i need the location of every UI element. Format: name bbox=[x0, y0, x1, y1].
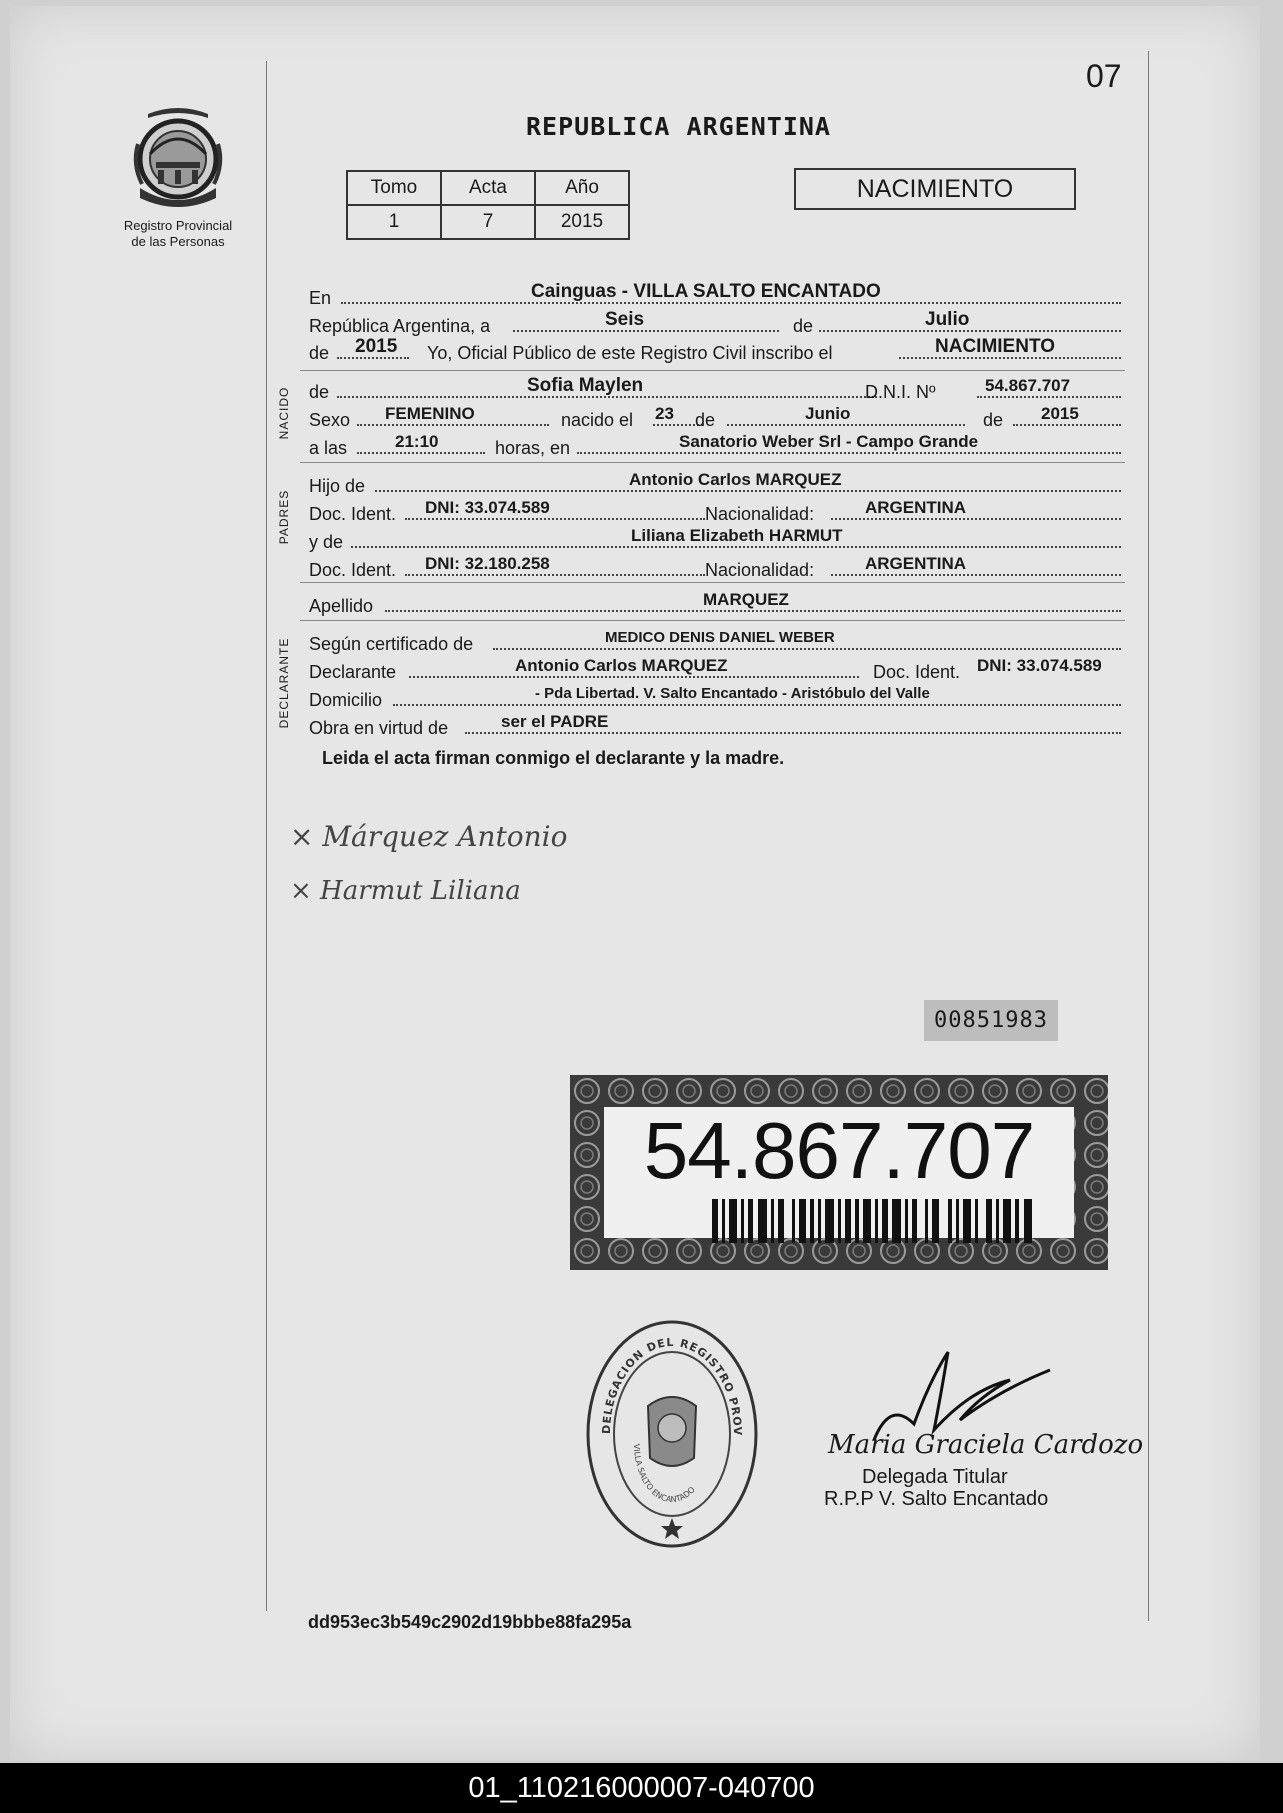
seal-inner-text: VILLA SALTO ENCANTADO bbox=[631, 1443, 697, 1505]
declarante-label: Declarante bbox=[309, 662, 397, 682]
right-margin-line bbox=[1148, 51, 1149, 1621]
birth-day-value: 23 bbox=[655, 404, 674, 423]
doc-label: Doc. Ident. bbox=[873, 662, 961, 682]
dots bbox=[351, 546, 1121, 548]
document-hash: dd953ec3b549c2902d19bbbe88fa295a bbox=[308, 1612, 632, 1632]
dots bbox=[977, 396, 1121, 398]
hora-label: a las bbox=[309, 438, 348, 458]
serial-stamp: 00851983 bbox=[924, 1000, 1058, 1041]
doc-label: Doc. Ident. bbox=[309, 504, 397, 524]
obra-value: ser el PADRE bbox=[501, 712, 609, 731]
yde-label: y de bbox=[309, 532, 344, 552]
dots bbox=[357, 452, 485, 454]
tomo-header: Tomo bbox=[347, 171, 441, 205]
month-value: Julio bbox=[925, 309, 970, 330]
signatory-name: Maria Graciela Cardozo bbox=[828, 1430, 1144, 1460]
registry-logo bbox=[128, 104, 228, 214]
acta-header: Acta bbox=[441, 171, 535, 205]
tomo-acta-table bbox=[346, 170, 630, 240]
nacionalidad-label: Nacionalidad: bbox=[705, 560, 815, 580]
row-doc2 bbox=[309, 550, 1125, 580]
signatory-office: R.P.P V. Salto Encantado bbox=[824, 1488, 1049, 1510]
dots bbox=[405, 518, 705, 520]
registry-name-line1: Registro Provincial bbox=[123, 218, 233, 233]
dni-label: D.N.I. Nº bbox=[865, 382, 936, 402]
dots bbox=[341, 302, 1121, 304]
row-certificado bbox=[309, 624, 1125, 654]
separator bbox=[300, 370, 1125, 371]
certificado-value: MEDICO DENIS DANIEL WEBER bbox=[605, 629, 835, 646]
row-domicilio bbox=[309, 680, 1125, 710]
seal-outer-text: DELEGACION DEL REGISTRO PROV bbox=[599, 1335, 745, 1437]
dots bbox=[831, 574, 1121, 576]
document-title: REPUBLICA ARGENTINA bbox=[526, 112, 831, 141]
de-label: de bbox=[793, 316, 814, 336]
dots bbox=[1013, 424, 1121, 426]
row-year bbox=[309, 333, 1125, 363]
doc-label: Doc. Ident. bbox=[309, 560, 397, 580]
row-apellido bbox=[309, 586, 1125, 616]
tomo-value: 1 bbox=[347, 205, 441, 239]
dni-value: 54.867.707 bbox=[985, 376, 1071, 395]
left-margin-line bbox=[266, 61, 267, 1611]
domicilio-value: - Pda Libertad. V. Salto Encantado - Aristóbulo del Valle bbox=[535, 685, 930, 702]
sexo-label: Sexo bbox=[309, 410, 351, 430]
nacionalidad-label: Nacionalidad: bbox=[705, 504, 815, 524]
dots bbox=[385, 610, 1121, 612]
hora-value: 21:10 bbox=[395, 432, 439, 451]
year-value: 2015 bbox=[355, 336, 398, 357]
obra-label: Obra en virtud de bbox=[309, 718, 449, 738]
father-dni-value: DNI: 33.074.589 bbox=[425, 498, 550, 517]
mother-dni-value: DNI: 32.180.258 bbox=[425, 554, 550, 573]
ano-value: 2015 bbox=[535, 205, 629, 239]
seal-icon bbox=[584, 1318, 760, 1550]
ano-header: Año bbox=[535, 171, 629, 205]
dots bbox=[831, 518, 1121, 520]
official-seal bbox=[584, 1318, 760, 1550]
handwritten-signature-father: × Márquez Antonio bbox=[290, 820, 568, 853]
signatory-title: Delegada Titular bbox=[862, 1466, 1008, 1488]
republica-label: República Argentina, a bbox=[309, 316, 491, 336]
dots bbox=[899, 357, 1121, 359]
separator bbox=[300, 582, 1125, 583]
nacido-label: nacido el bbox=[561, 410, 634, 430]
mother-nationality-value: ARGENTINA bbox=[865, 554, 967, 573]
registry-name-line2: de las Personas bbox=[131, 234, 225, 249]
en-label: En bbox=[309, 288, 332, 308]
page-number: 07 bbox=[1086, 58, 1122, 94]
separator bbox=[300, 462, 1125, 463]
row-republica bbox=[309, 306, 1125, 336]
row-hijo bbox=[309, 466, 1125, 496]
id-number: 54.867.707 bbox=[643, 1106, 1035, 1195]
de-label: de bbox=[309, 343, 330, 363]
declarante-dni-value: DNI: 33.074.589 bbox=[977, 656, 1102, 675]
hijo-label: Hijo de bbox=[309, 476, 366, 496]
day-value: Seis bbox=[605, 309, 645, 330]
dots bbox=[727, 424, 965, 426]
dots bbox=[409, 676, 859, 678]
row-hora bbox=[309, 428, 1125, 458]
de-label: de bbox=[983, 410, 1004, 430]
sexo-value: FEMENINO bbox=[385, 404, 475, 423]
name-value: Sofia Maylen bbox=[527, 375, 644, 396]
inscribe-value: NACIMIENTO bbox=[935, 336, 1055, 357]
birth-year-value: 2015 bbox=[1041, 404, 1079, 423]
act-type-box: NACIMIENTO bbox=[794, 168, 1076, 210]
dots bbox=[577, 452, 1121, 454]
dots bbox=[357, 424, 549, 426]
declarante-value: Antonio Carlos MARQUEZ bbox=[515, 656, 728, 675]
side-label-padres: PADRES bbox=[277, 489, 291, 545]
province-shield-icon bbox=[128, 104, 228, 214]
en-value: Cainguas - VILLA SALTO ENCANTADO bbox=[531, 281, 881, 302]
separator bbox=[300, 620, 1125, 621]
father-nationality-value: ARGENTINA bbox=[865, 498, 967, 517]
dots bbox=[819, 330, 1121, 332]
side-label-nacido: NACIDO bbox=[277, 386, 291, 440]
row-obra bbox=[309, 708, 1125, 738]
registry-name bbox=[108, 218, 248, 250]
dots bbox=[493, 648, 1121, 650]
row-declarante bbox=[309, 652, 1125, 682]
row-doc1 bbox=[309, 494, 1125, 524]
apellido-label: Apellido bbox=[309, 596, 374, 616]
row-en bbox=[309, 278, 1125, 308]
id-label bbox=[570, 1075, 1108, 1270]
dots bbox=[337, 396, 877, 398]
year-text: Yo, Oficial Público de este Registro Civil inscribo el bbox=[427, 343, 833, 363]
handwritten-signature-mother: × Harmut Liliana bbox=[290, 876, 521, 906]
dots bbox=[465, 732, 1121, 734]
dots bbox=[405, 574, 705, 576]
dots bbox=[393, 704, 1121, 706]
apellido-value: MARQUEZ bbox=[703, 590, 789, 609]
certificado-label: Según certificado de bbox=[309, 634, 474, 654]
de-label: de bbox=[695, 410, 716, 430]
label-inner bbox=[604, 1107, 1074, 1238]
mother-name-value: Liliana Elizabeth HARMUT bbox=[631, 526, 843, 545]
father-name-value: Antonio Carlos MARQUEZ bbox=[629, 470, 842, 489]
place-value: Sanatorio Weber Srl - Campo Grande bbox=[679, 432, 979, 451]
birth-month-value: Junio bbox=[805, 404, 851, 423]
de-label: de bbox=[309, 382, 330, 402]
dots bbox=[375, 490, 1121, 492]
horas-label: horas, en bbox=[495, 438, 571, 458]
barcode-icon bbox=[712, 1199, 1032, 1243]
closing-statement: Leida el acta firman conmigo el declarante y la madre. bbox=[322, 748, 785, 768]
domicilio-label: Domicilio bbox=[309, 690, 383, 710]
side-label-declarante: DECLARANTE bbox=[277, 637, 291, 729]
row-yde bbox=[309, 522, 1125, 552]
footer-id: 01_110216000007-040700 bbox=[0, 1763, 1283, 1813]
acta-value: 7 bbox=[441, 205, 535, 239]
dots bbox=[337, 357, 409, 359]
row-sexo bbox=[309, 400, 1125, 430]
dots bbox=[513, 330, 779, 332]
row-nombre bbox=[309, 372, 1125, 402]
